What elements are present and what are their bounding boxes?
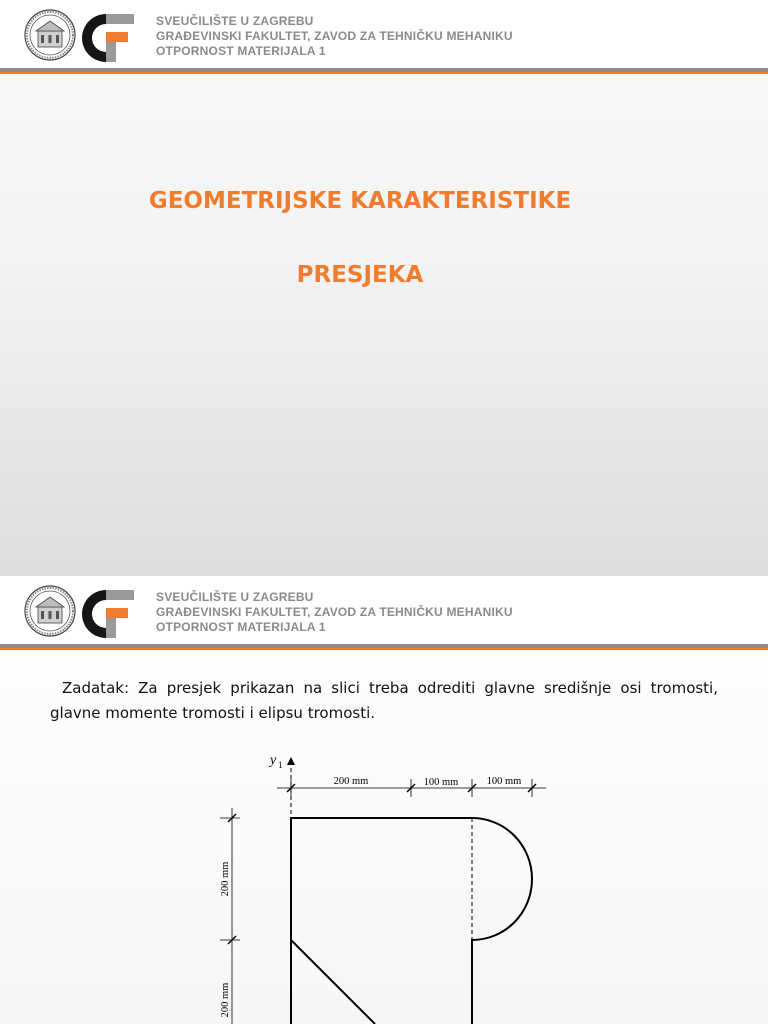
header-course: OTPORNOST MATERIJALA 1 xyxy=(156,44,326,58)
y1-axis-subscript: 1 xyxy=(278,760,283,770)
header-faculty: GRAĐEVINSKI FAKULTET, ZAVOD ZA TEHNIČKU MEHANIKU xyxy=(156,605,513,619)
cross-section-figure xyxy=(0,576,768,1024)
university-seal-icon xyxy=(24,9,76,61)
y1-axis-arrow xyxy=(287,757,295,765)
header-university: SVEUČILIŠTE U ZAGREBU xyxy=(156,590,314,604)
header-course: OTPORNOST MATERIJALA 1 xyxy=(156,620,326,634)
task-text: Zadatak: Za presjek prikazan na slici treba odrediti glavne središnje osi tromosti, glavne momente tromosti i elipsu tromosti. xyxy=(50,679,718,722)
header-faculty: GRAĐEVINSKI FAKULTET, ZAVOD ZA TEHNIČKU MEHANIKU xyxy=(156,29,513,43)
y1-axis-label: y xyxy=(270,753,277,768)
slide-title-line2: PRESJEKA xyxy=(296,262,424,288)
slide-header xyxy=(0,0,768,68)
dim-label-100-top-b: 100 mm xyxy=(486,776,522,787)
header-university: SVEUČILIŠTE U ZAGREBU xyxy=(156,14,314,28)
header-text xyxy=(156,14,513,59)
dim-label-200-top: 200 mm xyxy=(333,776,369,787)
dim-label-200-left-a: 200 mm xyxy=(220,861,231,897)
dim-label-200-left-b: 200 mm xyxy=(220,982,231,1018)
section-outline xyxy=(291,818,532,1024)
slide-title-line1: GEOMETRIJSKE KARAKTERISTIKE xyxy=(148,188,572,214)
gf-logo-icon xyxy=(78,12,136,64)
dim-label-100-top-a: 100 mm xyxy=(423,777,459,788)
section-diagonal-edge xyxy=(291,940,375,1024)
header-rule xyxy=(0,68,768,74)
